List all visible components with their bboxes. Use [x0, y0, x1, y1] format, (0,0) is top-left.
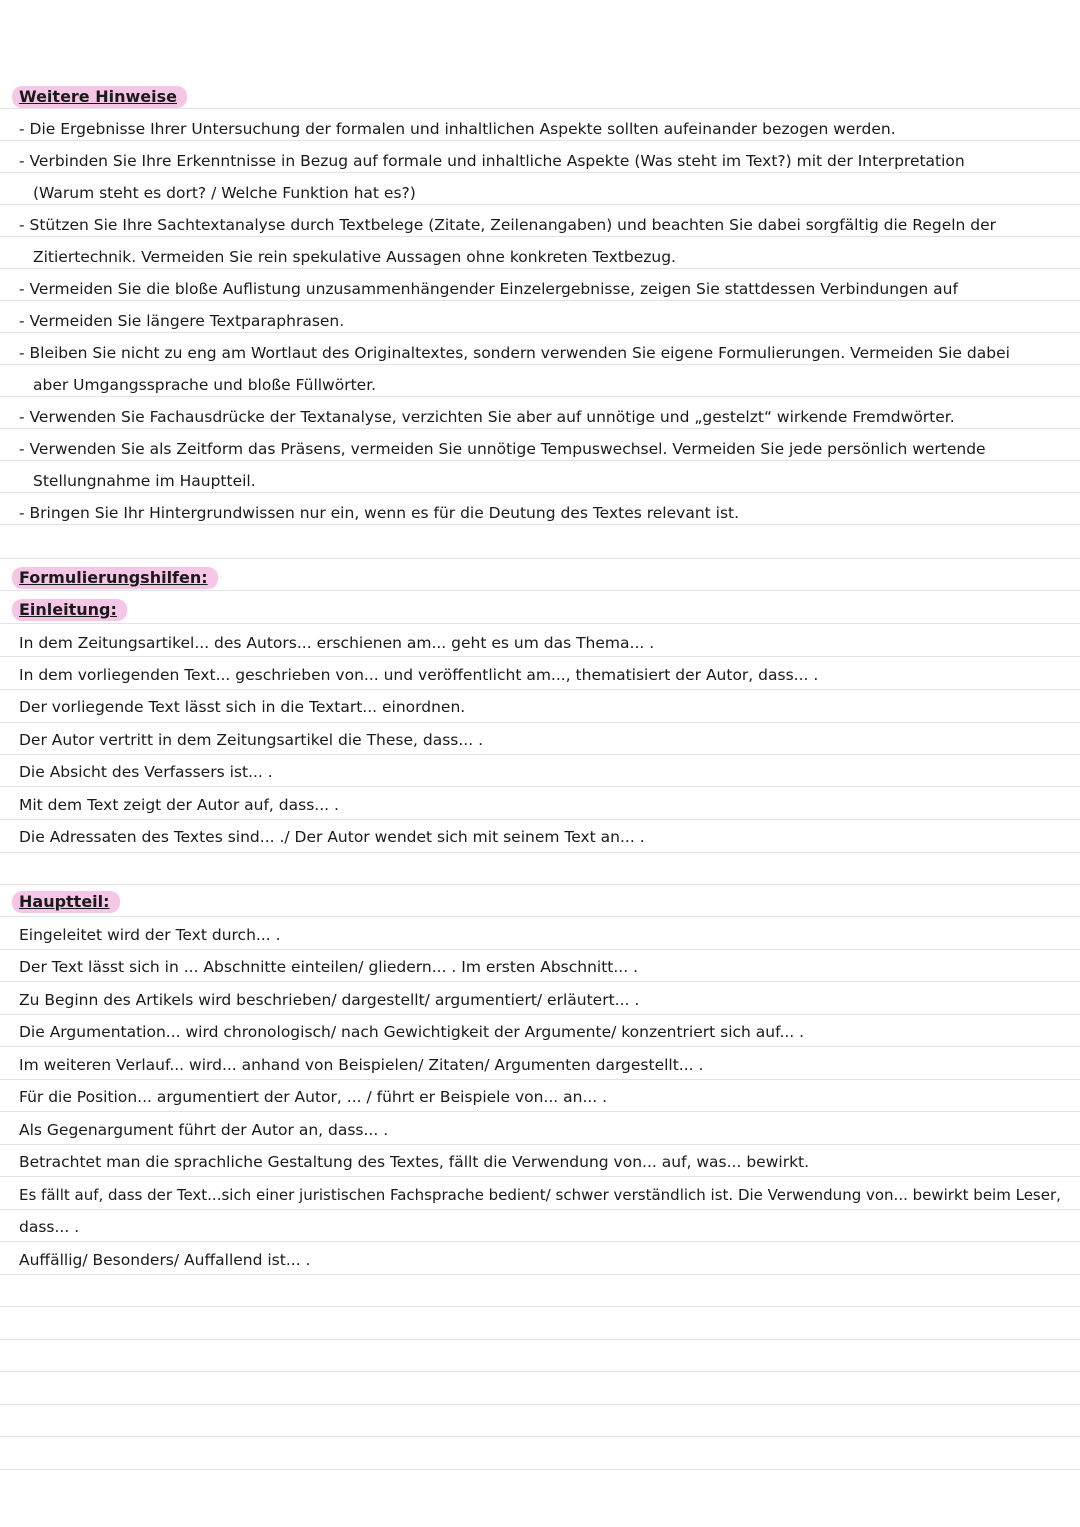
ruled-line	[0, 268, 1080, 269]
heading-hauptteil: Hauptteil:	[12, 891, 120, 913]
hinweis-line: - Vermeiden Sie die bloße Auflistung unzusammenhängender Einzelergebnisse, zeigen Sie stattdessen Verbindungen auf	[19, 280, 958, 298]
einleitung-phrase: Die Adressaten des Textes sind... ./ Der Autor wendet sich mit seinem Text an... .	[19, 828, 645, 846]
hauptteil-phrase: Als Gegenargument führt der Autor an, dass... .	[19, 1121, 389, 1139]
ruled-line	[0, 590, 1080, 591]
ruled-line	[0, 524, 1080, 525]
ruled-line	[0, 786, 1080, 787]
ruled-line	[0, 689, 1080, 690]
hinweis-line: - Stützen Sie Ihre Sachtextanalyse durch Textbelege (Zitate, Zeilenangaben) und beachten Sie dabei sorgfältig die Regeln der	[19, 216, 997, 234]
ruled-line	[0, 1014, 1080, 1015]
ruled-line	[0, 1241, 1080, 1242]
ruled-line	[0, 1176, 1080, 1177]
ruled-line	[0, 1144, 1080, 1145]
hauptteil-phrase: Betrachtet man die sprachliche Gestaltung des Textes, fällt die Verwendung von... auf, was... bewirkt.	[19, 1153, 810, 1171]
ruled-line	[0, 460, 1080, 461]
ruled-line	[0, 1046, 1080, 1047]
hauptteil-phrase: Eingeleitet wird der Text durch... .	[19, 926, 281, 944]
heading-formulierungshilfen: Formulierungshilfen:	[12, 567, 218, 589]
ruled-line	[0, 884, 1080, 885]
ruled-line	[0, 1111, 1080, 1112]
ruled-line	[0, 1469, 1080, 1470]
hauptteil-phrase: Im weiteren Verlauf... wird... anhand von Beispielen/ Zitaten/ Argumenten dargestellt... .	[19, 1056, 704, 1074]
hauptteil-phrase: Der Text lässt sich in ... Abschnitte einteilen/ gliedern... . Im ersten Abschnitt... .	[19, 958, 639, 976]
ruled-line	[0, 172, 1080, 173]
hauptteil-phrase: Zu Beginn des Artikels wird beschrieben/ dargestellt/ argumentiert/ erläutert... .	[19, 991, 640, 1009]
ruled-line	[0, 916, 1080, 917]
ruled-line	[0, 1436, 1080, 1437]
ruled-line	[0, 1274, 1080, 1275]
ruled-line	[0, 1404, 1080, 1405]
ruled-line	[0, 428, 1080, 429]
heading-weitere-hinweise: Weitere Hinweise	[12, 86, 187, 108]
ruled-line	[0, 656, 1080, 657]
ruled-line	[0, 204, 1080, 205]
ruled-line	[0, 852, 1080, 853]
ruled-line	[0, 754, 1080, 755]
ruled-line	[0, 1079, 1080, 1080]
hinweis-line-continued: Zitiertechnik. Vermeiden Sie rein spekulative Aussagen ohne konkreten Textbezug.	[33, 248, 676, 266]
hinweis-line: - Verwenden Sie Fachausdrücke der Textanalyse, verzichten Sie aber auf unnötige und „gestelzt“ wirkende Fremdwörter.	[19, 408, 955, 426]
ruled-line	[0, 981, 1080, 982]
ruled-line	[0, 1371, 1080, 1372]
einleitung-phrase: Der vorliegende Text lässt sich in die Textart... einordnen.	[19, 698, 466, 716]
ruled-line	[0, 140, 1080, 141]
hinweis-line-continued: aber Umgangssprache und bloße Füllwörter.	[33, 376, 377, 394]
hauptteil-phrase: Die Argumentation... wird chronologisch/ nach Gewichtigkeit der Argumente/ konzentriert sich auf... .	[19, 1023, 805, 1041]
hinweis-line: - Bleiben Sie nicht zu eng am Wortlaut des Originaltextes, sondern verwenden Sie eigene Formulierungen. Vermeiden Sie dabei	[19, 344, 1010, 362]
einleitung-phrase: In dem vorliegenden Text... geschrieben von... und veröffentlicht am..., thematisiert der Autor, dass... .	[19, 666, 819, 684]
ruled-line	[0, 949, 1080, 950]
ruled-line	[0, 722, 1080, 723]
einleitung-phrase: Der Autor vertritt in dem Zeitungsartikel die These, dass... .	[19, 731, 484, 749]
einleitung-phrase: In dem Zeitungsartikel... des Autors... erschienen am... geht es um das Thema... .	[19, 634, 655, 652]
hinweis-line: - Bringen Sie Ihr Hintergrundwissen nur ein, wenn es für die Deutung des Textes relevant ist.	[19, 504, 740, 522]
ruled-line	[0, 492, 1080, 493]
einleitung-phrase: Mit dem Text zeigt der Autor auf, dass... .	[19, 796, 339, 814]
ruled-line	[0, 332, 1080, 333]
hinweis-line-continued: (Warum steht es dort? / Welche Funktion hat es?)	[33, 184, 416, 202]
heading-einleitung: Einleitung:	[12, 599, 127, 621]
ruled-line	[0, 364, 1080, 365]
hinweis-line-continued: Stellungnahme im Hauptteil.	[33, 472, 256, 490]
ruled-line	[0, 1339, 1080, 1340]
hauptteil-phrase-continued: dass... .	[19, 1218, 80, 1236]
ruled-line	[0, 108, 1080, 109]
ruled-line	[0, 236, 1080, 237]
einleitung-phrase: Die Absicht des Verfassers ist... .	[19, 763, 273, 781]
ruled-line	[0, 623, 1080, 624]
hinweis-line: - Die Ergebnisse Ihrer Untersuchung der formalen und inhaltlichen Aspekte sollten aufeinander bezogen werden.	[19, 120, 896, 138]
hauptteil-phrase: Es fällt auf, dass der Text...sich einer juristischen Fachsprache bedient/ schwer verständlich ist. Die Verwendung von... bewirkt beim Leser,	[19, 1186, 1061, 1204]
ruled-line	[0, 558, 1080, 559]
hinweis-line: - Vermeiden Sie längere Textparaphrasen.	[19, 312, 345, 330]
hinweis-line: - Verbinden Sie Ihre Erkenntnisse in Bezug auf formale und inhaltliche Aspekte (Was steht im Text?) mit der Interpretation	[19, 152, 965, 170]
hauptteil-phrase: Auffällig/ Besonders/ Auffallend ist... .	[19, 1251, 311, 1269]
hinweis-line: - Verwenden Sie als Zeitform das Präsens, vermeiden Sie unnötige Tempuswechsel. Vermeiden Sie jede persönlich wertende	[19, 440, 986, 458]
ruled-line	[0, 300, 1080, 301]
hauptteil-phrase: Für die Position... argumentiert der Autor, ... / führt er Beispiele von... an... .	[19, 1088, 608, 1106]
ruled-line	[0, 819, 1080, 820]
ruled-line	[0, 1209, 1080, 1210]
ruled-line	[0, 1306, 1080, 1307]
ruled-line	[0, 396, 1080, 397]
